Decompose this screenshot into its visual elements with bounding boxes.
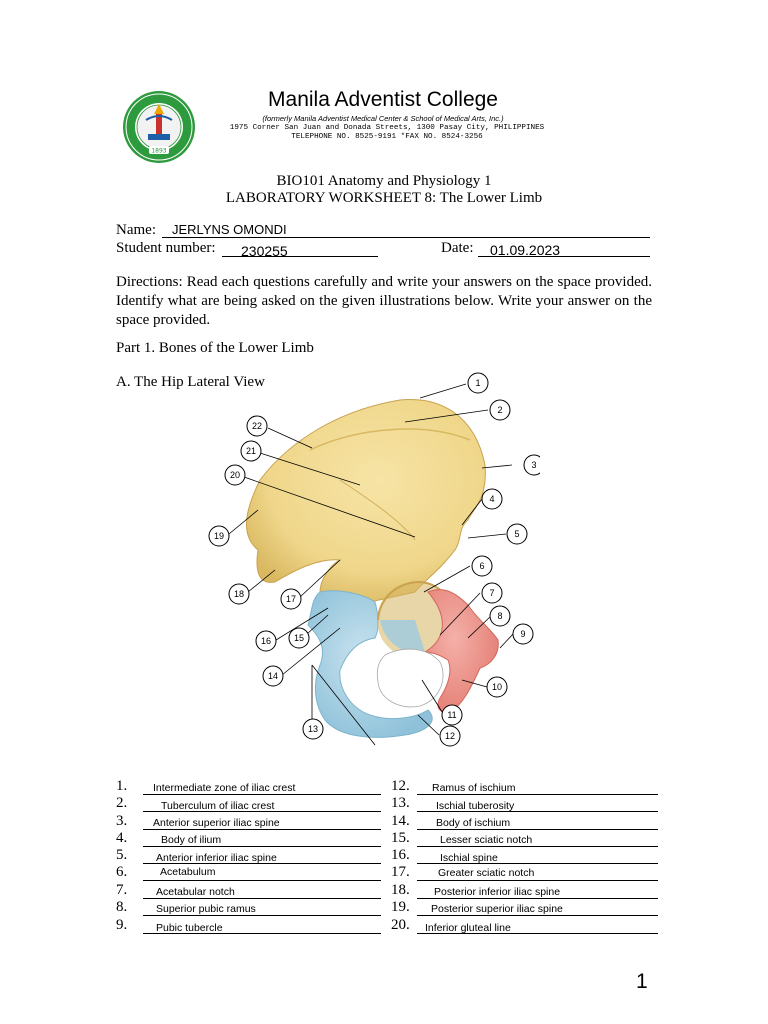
answer-line	[417, 898, 658, 899]
label-11	[442, 705, 462, 725]
answer-number: 9.	[116, 917, 128, 933]
svg-text:3: 3	[531, 460, 537, 470]
name-label: Name:	[116, 222, 156, 238]
svg-text:16: 16	[260, 636, 272, 646]
label-9	[513, 624, 533, 644]
label-6	[472, 556, 492, 576]
svg-text:15: 15	[293, 633, 305, 643]
label-14	[263, 666, 283, 686]
college-formerly: (formerly Manila Adventist Medical Center & School of Medical Arts, Inc.)	[262, 114, 504, 123]
answer-line	[417, 829, 658, 830]
hip-lateral-diagram	[200, 370, 540, 760]
answer-number: 8.	[116, 899, 128, 915]
college-phone: TELEPHONE NO. 8525-9191 *FAX NO. 8524-3256	[291, 133, 483, 141]
label-17	[281, 589, 301, 609]
answer-19-text[interactable]: Posterior superior iliac spine	[431, 903, 563, 915]
answer-20-text[interactable]: Inferior gluteal line	[425, 922, 511, 934]
college-address: 1975 Corner San Juan and Donada Streets, 1300 Pasay City, PHILIPPINES	[229, 124, 545, 132]
answer-number: 12.	[391, 778, 410, 794]
answer-number: 5.	[116, 847, 128, 863]
svg-text:13: 13	[307, 724, 319, 734]
svg-text:17: 17	[285, 594, 297, 604]
label-19	[209, 526, 229, 546]
answer-line	[143, 880, 381, 881]
svg-text:18: 18	[233, 589, 245, 599]
label-10	[487, 677, 507, 697]
answer-number: 7.	[116, 882, 128, 898]
answer-18-text[interactable]: Posterior inferior iliac spine	[434, 886, 561, 898]
svg-text:11: 11	[447, 710, 457, 720]
course-title: BIO101 Anatomy and Physiology 1	[276, 173, 492, 189]
svg-text:6: 6	[479, 561, 485, 571]
label-21	[241, 441, 261, 461]
logo-year: 1893	[151, 147, 167, 155]
label-13	[303, 719, 323, 739]
answer-number: 13.	[391, 795, 410, 811]
answer-16-text[interactable]: Ischial spine	[440, 852, 498, 864]
answer-line	[143, 898, 381, 899]
answer-number: 2.	[116, 795, 128, 811]
answer-line	[417, 846, 658, 847]
svg-text:1: 1	[475, 378, 481, 388]
label-22	[247, 416, 267, 436]
label-3	[524, 455, 540, 475]
answer-number: 3.	[116, 813, 128, 829]
label-4	[482, 489, 502, 509]
svg-text:9: 9	[520, 629, 526, 639]
answer-8-text[interactable]: Superior pubic ramus	[156, 903, 256, 915]
svg-text:22: 22	[251, 421, 263, 431]
answer-number: 16.	[391, 847, 410, 863]
svg-text:12: 12	[444, 731, 456, 741]
answer-15-text[interactable]: Lesser sciatic notch	[440, 834, 533, 846]
svg-text:4: 4	[489, 494, 495, 504]
answer-line	[417, 794, 658, 795]
worksheet-title: LABORATORY WORKSHEET 8: The Lower Limb	[225, 190, 543, 206]
answer-line	[417, 880, 658, 881]
answer-number: 20.	[391, 917, 410, 933]
ilium-shape	[246, 399, 485, 602]
date-value[interactable]: 01.09.2023	[490, 242, 561, 258]
date-label: Date:	[441, 240, 474, 256]
svg-text:8: 8	[497, 611, 503, 621]
name-value[interactable]: JERLYNS OMONDI	[172, 222, 287, 237]
label-5	[507, 524, 527, 544]
answer-line	[143, 846, 381, 847]
label-18	[229, 584, 249, 604]
svg-text:10: 10	[491, 682, 503, 692]
answer-6-text[interactable]: Acetabulum	[160, 866, 216, 878]
answer-14-text[interactable]: Body of ischium	[436, 817, 511, 829]
directions: Directions: Read each questions carefully and write your answers on the space provided. Identify what are being asked on the given illustrations below. Write your answer on the space provided.	[116, 274, 652, 328]
svg-text:5: 5	[514, 529, 520, 539]
label-2	[490, 400, 510, 420]
student-number-label: Student number:	[116, 240, 216, 256]
answer-5-text[interactable]: Anterior inferior iliac spine	[156, 852, 277, 864]
answer-line	[143, 794, 381, 795]
svg-text:14: 14	[267, 671, 279, 681]
answer-number: 1.	[116, 778, 128, 794]
page-number: 1	[636, 970, 648, 993]
answer-17-text[interactable]: Greater sciatic notch	[438, 867, 535, 879]
answer-2-text[interactable]: Tuberculum of iliac crest	[161, 800, 275, 812]
answer-number: 19.	[391, 899, 410, 915]
college-logo	[122, 90, 196, 164]
answer-number: 17.	[391, 864, 410, 880]
answer-number: 14.	[391, 813, 410, 829]
svg-text:2: 2	[497, 405, 503, 415]
answer-4-text[interactable]: Body of ilium	[161, 834, 222, 846]
svg-text:21: 21	[245, 446, 257, 456]
answer-7-text[interactable]: Acetabular notch	[156, 886, 235, 898]
svg-text:7: 7	[489, 588, 495, 598]
answer-number: 6.	[116, 864, 128, 880]
label-7	[482, 583, 502, 603]
svg-text:20: 20	[229, 470, 241, 480]
section-heading: A. The Hip Lateral View	[116, 374, 265, 390]
answer-number: 4.	[116, 830, 128, 846]
name-line	[162, 237, 650, 238]
part-heading: Part 1. Bones of the Lower Limb	[116, 340, 314, 356]
answer-3-text[interactable]: Anterior superior iliac spine	[153, 817, 280, 829]
answer-number: 18.	[391, 882, 410, 898]
answer-1-text[interactable]: Intermediate zone of iliac crest	[153, 782, 296, 794]
college-name: Manila Adventist College	[268, 88, 498, 111]
answer-12-text[interactable]: Ramus of ischium	[432, 782, 516, 794]
label-16	[256, 631, 276, 651]
answer-line	[143, 915, 381, 916]
svg-text:19: 19	[213, 531, 225, 541]
label-8	[490, 606, 510, 626]
answer-line	[417, 915, 658, 916]
answer-13-text[interactable]: Ischial tuberosity	[436, 800, 515, 812]
answer-line	[143, 829, 381, 830]
label-1	[468, 373, 488, 393]
answer-number: 15.	[391, 830, 410, 846]
label-20	[225, 465, 245, 485]
label-15	[289, 628, 309, 648]
student-number-value[interactable]: 230255	[241, 243, 288, 259]
label-12	[440, 726, 460, 746]
answer-9-text[interactable]: Pubic tubercle	[156, 922, 223, 934]
